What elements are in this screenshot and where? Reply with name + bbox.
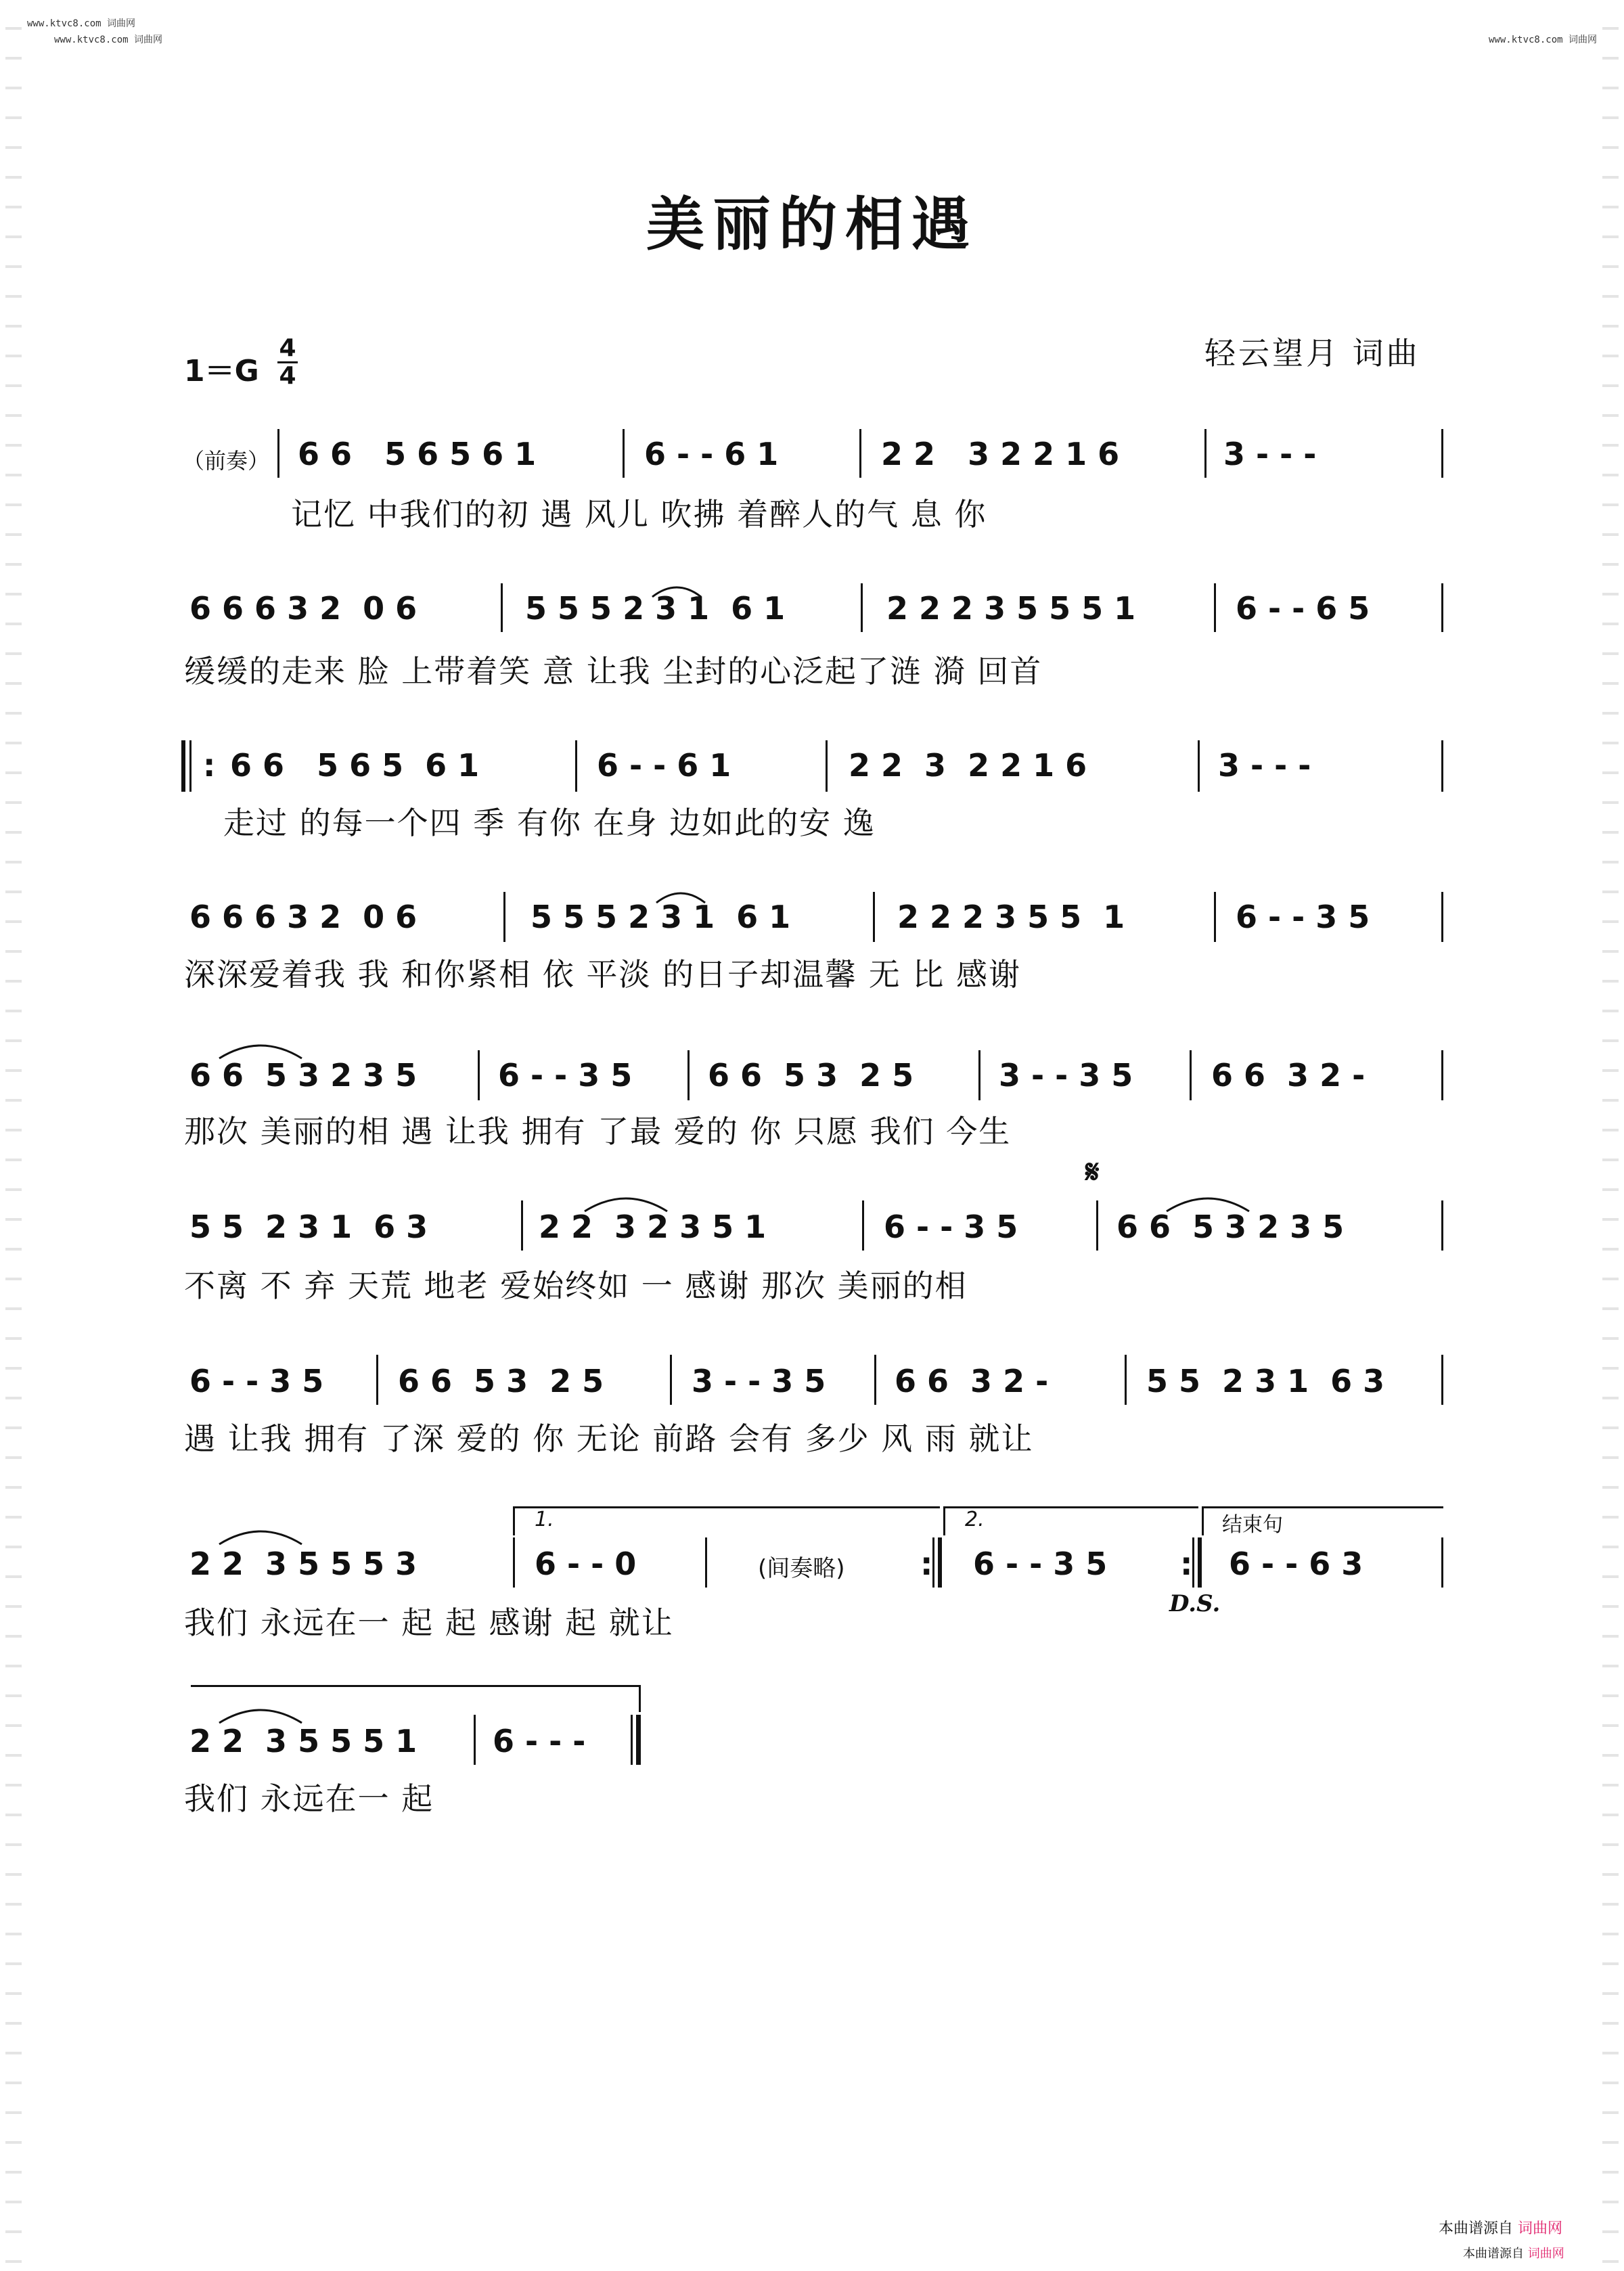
tie-arc-line-4: [654, 888, 708, 904]
song-title: 美丽的相遇: [646, 190, 978, 258]
right-watermark-strip: [1602, 0, 1619, 2271]
line-4-bar-2: 5 5 5 2 3 1 6 1: [531, 899, 791, 935]
line-3-repeat-dots: :: [203, 747, 216, 784]
line-5-bar-4: 3 - - 3 5: [999, 1057, 1133, 1094]
line-6-bar-4: 6 6 5 3 2 3 5: [1116, 1209, 1345, 1245]
volta-second-label: 2.: [965, 1508, 985, 1531]
line-6-bar-2: 2 2 3 2 3 5 1: [539, 1209, 767, 1245]
line-2-bar-1: 6 6 6 3 2 0 6: [189, 590, 418, 627]
left-watermark-strip: [5, 0, 22, 2271]
line-4-bar-3: 2 2 2 3 5 5 1: [897, 899, 1125, 935]
lyrics-line-7: 遇 让我 拥有 了深 爱的 你 无论 前路 会有 多少 风 雨 就让: [184, 1420, 1034, 1457]
tie-arc-line-2: [650, 582, 704, 598]
line-7-bar-3: 3 - - 3 5: [692, 1363, 826, 1399]
line-3-bar-3: 2 2 3 2 2 1 6: [849, 747, 1087, 784]
line-9-bar-2: 6 - - -: [493, 1723, 586, 1759]
lyrics-line-5: 那次 美丽的相 遇 让我 拥有 了最 爱的 你 只愿 我们 今生: [184, 1113, 1012, 1150]
time-signature-bottom: 4: [279, 362, 296, 390]
line-8-bar-3: 6 - - 3 5: [973, 1546, 1108, 1582]
line-1-notes: 6 6 5 6 5 6 1: [298, 436, 537, 472]
lyrics-line-6: 不离 不 弃 天荒 地老 爱始终如 一 感谢 那次 美丽的相: [184, 1267, 968, 1304]
volta-first-bracket: [513, 1506, 940, 1535]
time-signature: [277, 334, 298, 390]
interlude-label: (间奏略): [758, 1555, 845, 1582]
intro-label: （前奏）: [183, 448, 270, 474]
line-2-bar-3: 2 2 2 3 5 5 5 1: [886, 590, 1136, 627]
footer-source-2: 本曲谱源自 词曲网: [1463, 2247, 1564, 2261]
line-7-bar-2: 6 6 5 3 2 5: [398, 1363, 604, 1399]
author-credit: 轻云望月 词曲: [1204, 335, 1420, 372]
line-1-bar-2: 6 - - 6 1: [644, 436, 779, 472]
lyrics-line-9: 我们 永远在一 起: [184, 1780, 434, 1817]
line-3-bar-1: 6 6 5 6 5 6 1: [230, 747, 480, 784]
line-8-bar-4: 6 - - 6 3: [1229, 1546, 1363, 1582]
line-7-bar-4: 6 6 3 2 -: [895, 1363, 1049, 1399]
line-6-bar-1: 5 5 2 3 1 6 3: [189, 1209, 428, 1245]
line-1-bar-3: 2 2 3 2 2 1 6: [881, 436, 1120, 472]
lyrics-line-4: 深深爱着我 我 和你紧相 依 平淡 的日子却温馨 无 比 感谢: [184, 956, 1021, 993]
lyrics-line-2: 缓缓的走来 脸 上带着笑 意 让我 尘封的心泛起了涟 漪 回首: [184, 653, 1043, 690]
footer-source: 本曲谱源自 词曲网: [1439, 2220, 1563, 2237]
lyrics-line-8: 我们 永远在一 起 起 感谢 起 就让: [184, 1604, 674, 1641]
segno-sign: 𝄋: [1085, 1153, 1100, 1191]
ds-mark: D.S.: [1169, 1590, 1221, 1617]
line-4-bar-1: 6 6 6 3 2 0 6: [189, 899, 418, 935]
line-8-bar-2: 6 - - 0: [535, 1546, 637, 1582]
footer-brand-link-2[interactable]: 词曲网: [1527, 2247, 1564, 2261]
slur-arc-line-5: [217, 1039, 304, 1060]
key-signature: 1＝G: [184, 354, 259, 388]
line-5-bar-2: 6 - - 3 5: [498, 1057, 633, 1094]
line-3-bar-2: 6 - - 6 1: [597, 747, 731, 784]
line-3-bar-4: 3 - - -: [1218, 747, 1311, 784]
notes-line-1: [298, 436, 536, 472]
footer-brand-link[interactable]: 词曲网: [1518, 2220, 1563, 2237]
slur-arc-line-6: [582, 1192, 670, 1213]
line-5-bar-5: 6 6 3 2 -: [1211, 1057, 1366, 1094]
line-1-bar-4: 3 - - -: [1223, 436, 1317, 472]
ending-label: 结束句: [1222, 1513, 1283, 1537]
lyrics-line-3: 走过 的每一个四 季 有你 在身 边如此的安 逸: [223, 805, 876, 841]
site-url-top-right: www.ktvc8.com 词曲网: [1489, 35, 1598, 45]
line-7-bar-1: 6 - - 3 5: [189, 1363, 324, 1399]
line-5-bar-1: 6 6 5 3 2 3 5: [189, 1057, 418, 1094]
line-5-bar-3: 6 6 5 3 2 5: [708, 1057, 914, 1094]
line-4-bar-4: 6 - - 3 5: [1236, 899, 1370, 935]
slur-arc-line-6b: [1164, 1192, 1252, 1213]
lyrics-line-1: 记忆 中我们的初 遇 风儿 吹拂 着醉人的气 息 你: [291, 496, 987, 533]
site-url-top-left-2: www.ktvc8.com 词曲网: [54, 35, 163, 45]
score-page: www.ktvc8.com 词曲网 www.ktvc8.com 词曲网 www.ktvc8.com 词曲网 美丽的相遇 1＝G 4 4 轻云望月 词曲 （前奏） 6 6 5 6 5 6 1 6 - - 6 1 2 2 3 2 2 1 6 3 - - - 记忆 中我们的初 遇 风儿 吹拂 着醉人的气 息 你 6 6 6 3 2 0 6 5 5 5 2 3 1 6 1 2 2 2 3 5 5 5 1 6 - - 6 5 缓缓的走来 脸 上带着笑 意 让我 尘封的心泛起了涟 漪 回首 : 6 6 5 6 5 6 1 6 - - 6 1 2 2 3 2 2 1 6 3 - - - 走过 的每一个四 季 有你 在身 边如此的安 逸 6 6 6 3 2 0 6 5 5 5 2 3 1 6 1 2 2 2 3 5 5 1 6 - - 3 5 深深爱着我 我 和你紧相 依 平淡 的日子却温馨 无 比 感谢 6 6 5 3 2 3 5 6 - - 3 5 6 6 5 3 2 5 3 - - 3 5 6 6 3 2 - 那次 美丽的相 遇 让我 拥有 了最 爱的 你 只愿 我们 今生 𝄋 5 5 2 3 1 6 3 2 2 3 2 3 5 1 6 - - 3 5 6 6 5 3 2 3 5 不离 不 弃 天荒 地老 爱始终如 一 感谢 那次 美丽的相 6 - - 3 5 6 6 5 3 2 5 3 - - 3 5 6 6 3 2 - 5 5 2 3 1 6 3 遇 让我 拥有 了深 爱的 你 无论 前路 会有 多少 风 雨 就让 1. 2. 结束句 2 2 3 5 5 5 3 6 - - 0 (间奏略) 6 - - 3 5 6 - - 6 3 我们 永远在一 起 起 感谢 起 就让 D.S. : : 2 2 3 5 5 5 1 6 - - - 我们 永远在一 起 本曲谱源自 词曲网 本曲谱源自 词曲网: [0, 0, 1624, 2271]
slur-arc-line-9: [217, 1704, 304, 1724]
volta-first-label: 1.: [535, 1508, 554, 1531]
line-6-bar-3: 6 - - 3 5: [884, 1209, 1018, 1245]
site-url-top-left: www.ktvc8.com 词曲网: [27, 18, 136, 29]
line-7-bar-5: 5 5 2 3 1 6 3: [1146, 1363, 1385, 1399]
time-signature-top: 4: [279, 334, 296, 362]
line-2-bar-2: 5 5 5 2 3 1 6 1: [525, 590, 786, 627]
ending-bracket-continued: [191, 1685, 640, 1687]
line-2-bar-4: 6 - - 6 5: [1236, 590, 1370, 627]
line-9-bar-1: 2 2 3 5 5 5 1: [189, 1723, 418, 1759]
line-8-bar-1: 2 2 3 5 5 5 3: [189, 1546, 418, 1582]
slur-arc-line-8: [217, 1525, 304, 1546]
